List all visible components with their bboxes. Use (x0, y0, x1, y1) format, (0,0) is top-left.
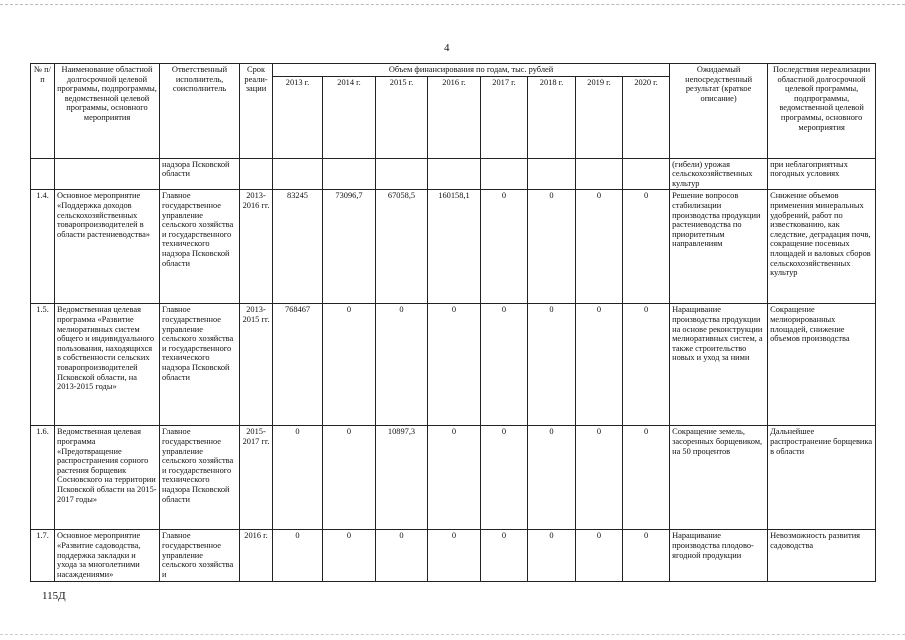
row-value: 0 (576, 426, 623, 530)
header-year: 2018 г. (528, 76, 576, 158)
row-value (273, 158, 323, 190)
row-period: 2013-2016 гг. (240, 190, 273, 304)
row-value (428, 158, 481, 190)
row-value: 0 (481, 530, 528, 582)
row-result: Наращивание производства плодово-ягодной продукции (670, 530, 768, 582)
header-funding-group: Объем финансирования по годам, тыс. рублей (273, 64, 670, 77)
row-consequences: Снижение объемов применения минеральных удобрений, работ по известкованию, как следствие, деградация почв, сокращение посевных площадей и валовых сборов сельскохозяйственных культур (768, 190, 876, 304)
header-executor: Ответственный исполнитель, соисполнитель (160, 64, 240, 159)
row-value: 0 (428, 304, 481, 426)
row-value (623, 158, 670, 190)
header-name: Наименование областной долгосрочной целевой программы, подпрограммы, ведомственной целевой программы, основного мероприятия (55, 64, 160, 159)
page-number: 4 (444, 42, 450, 54)
header-year: 2017 г. (481, 76, 528, 158)
row-name: Основное мероприятие «Поддержка доходов сельскохозяйственных товаропроизводителей в области растениеводства» (55, 190, 160, 304)
row-value: 0 (273, 426, 323, 530)
row-num (31, 158, 55, 190)
row-value: 0 (323, 426, 376, 530)
header-result: Ожидаемый непосредственный результат (краткое описание) (670, 64, 768, 159)
row-consequences: при неблагоприятных погодных условиях (768, 158, 876, 190)
scan-edge-bottom (0, 634, 905, 635)
table-row (31, 530, 876, 582)
row-value: 0 (528, 190, 576, 304)
row-period: 2013-2015 гг. (240, 304, 273, 426)
header-consequences: Последствия нереализации областной долгосрочной целевой программы, подпрограммы, ведомственной целевой программы, основного мероприятия (768, 64, 876, 159)
header-year: 2016 г. (428, 76, 481, 158)
row-num: 1.4. (31, 190, 55, 304)
row-value: 67058,5 (376, 190, 428, 304)
row-value: 0 (428, 530, 481, 582)
row-executor: Главное государственное управление сельского хозяйства и государственного технического надзора Псковской области (160, 426, 240, 530)
header-year: 2014 г. (323, 76, 376, 158)
row-value (576, 158, 623, 190)
row-value: 0 (273, 530, 323, 582)
row-executor: Главное государственное управление сельского хозяйства и (160, 530, 240, 582)
row-value (528, 158, 576, 190)
row-value: 0 (623, 190, 670, 304)
scan-edge-top (0, 4, 905, 5)
row-executor: Главное государственное управление сельского хозяйства и государственного технического надзора Псковской области (160, 190, 240, 304)
row-result: Сокращение земель, засоренных борщевиком, на 50 процентов (670, 426, 768, 530)
row-value: 0 (528, 530, 576, 582)
row-value: 0 (576, 304, 623, 426)
table-row (31, 304, 876, 426)
row-value: 0 (376, 304, 428, 426)
row-result: Наращивание производства продукции на основе реконструкции мелиоративных систем, а также строительство новых и уход за ними (670, 304, 768, 426)
row-value: 0 (481, 426, 528, 530)
row-value: 83245 (273, 190, 323, 304)
row-executor: Главное государственное управление сельского хозяйства и государственного технического надзора Псковской области (160, 304, 240, 426)
row-consequences: Дальнейшее распространение борщевика в области (768, 426, 876, 530)
row-value: 0 (623, 426, 670, 530)
row-value: 0 (376, 530, 428, 582)
row-period: 2015-2017 гг. (240, 426, 273, 530)
row-value: 0 (623, 304, 670, 426)
row-consequences: Сокращение мелиорированных площадей, снижение объемов производства (768, 304, 876, 426)
row-period (240, 158, 273, 190)
row-name: Ведомственная целевая программа «Предотвращение распространения сорного растения борщевик Сосновского на территории Псковской области на 2015-2017 годы» (55, 426, 160, 530)
header-year: 2015 г. (376, 76, 428, 158)
header-year: 2013 г. (273, 76, 323, 158)
row-name (55, 158, 160, 190)
row-num: 1.6. (31, 426, 55, 530)
row-consequences: Невозможность развития садоводства (768, 530, 876, 582)
row-value: 0 (528, 304, 576, 426)
row-value (323, 158, 376, 190)
footer-code: 115Д (42, 590, 66, 602)
header-period: Срок реали-зации (240, 64, 273, 159)
row-period: 2016 г. (240, 530, 273, 582)
row-result: (гибели) урожая сельскохозяйственных культур (670, 158, 768, 190)
row-value: 0 (481, 304, 528, 426)
row-value: 0 (481, 190, 528, 304)
row-value: 73096,7 (323, 190, 376, 304)
row-result: Решение вопросов стабилизации производства продукции растениеводства по приоритетным направлениям (670, 190, 768, 304)
table-row-continuation (31, 158, 876, 190)
row-num: 1.7. (31, 530, 55, 582)
table-row (31, 426, 876, 530)
row-num: 1.5. (31, 304, 55, 426)
row-executor: надзора Псковской области (160, 158, 240, 190)
header-year: 2020 г. (623, 76, 670, 158)
row-value: 10897,3 (376, 426, 428, 530)
row-value: 0 (323, 304, 376, 426)
row-value: 0 (576, 190, 623, 304)
row-value (481, 158, 528, 190)
row-value: 768467 (273, 304, 323, 426)
row-name: Ведомственная целевая программа «Развитие мелиоративных систем общего и индивидуального пользования, находящихся в собственности сельских товаропроизводителей Псковской области, на 2013-2015 годы» (55, 304, 160, 426)
row-value: 0 (576, 530, 623, 582)
header-num: № п/п (31, 64, 55, 159)
row-value (376, 158, 428, 190)
funding-table (30, 63, 876, 582)
table-row (31, 190, 876, 304)
row-value: 0 (428, 426, 481, 530)
row-value: 160158,1 (428, 190, 481, 304)
row-value: 0 (528, 426, 576, 530)
header-year: 2019 г. (576, 76, 623, 158)
row-value: 0 (323, 530, 376, 582)
row-value: 0 (623, 530, 670, 582)
row-name: Основное мероприятие «Развитие садоводства, поддержка закладки и ухода за многолетними насаждениями» (55, 530, 160, 582)
